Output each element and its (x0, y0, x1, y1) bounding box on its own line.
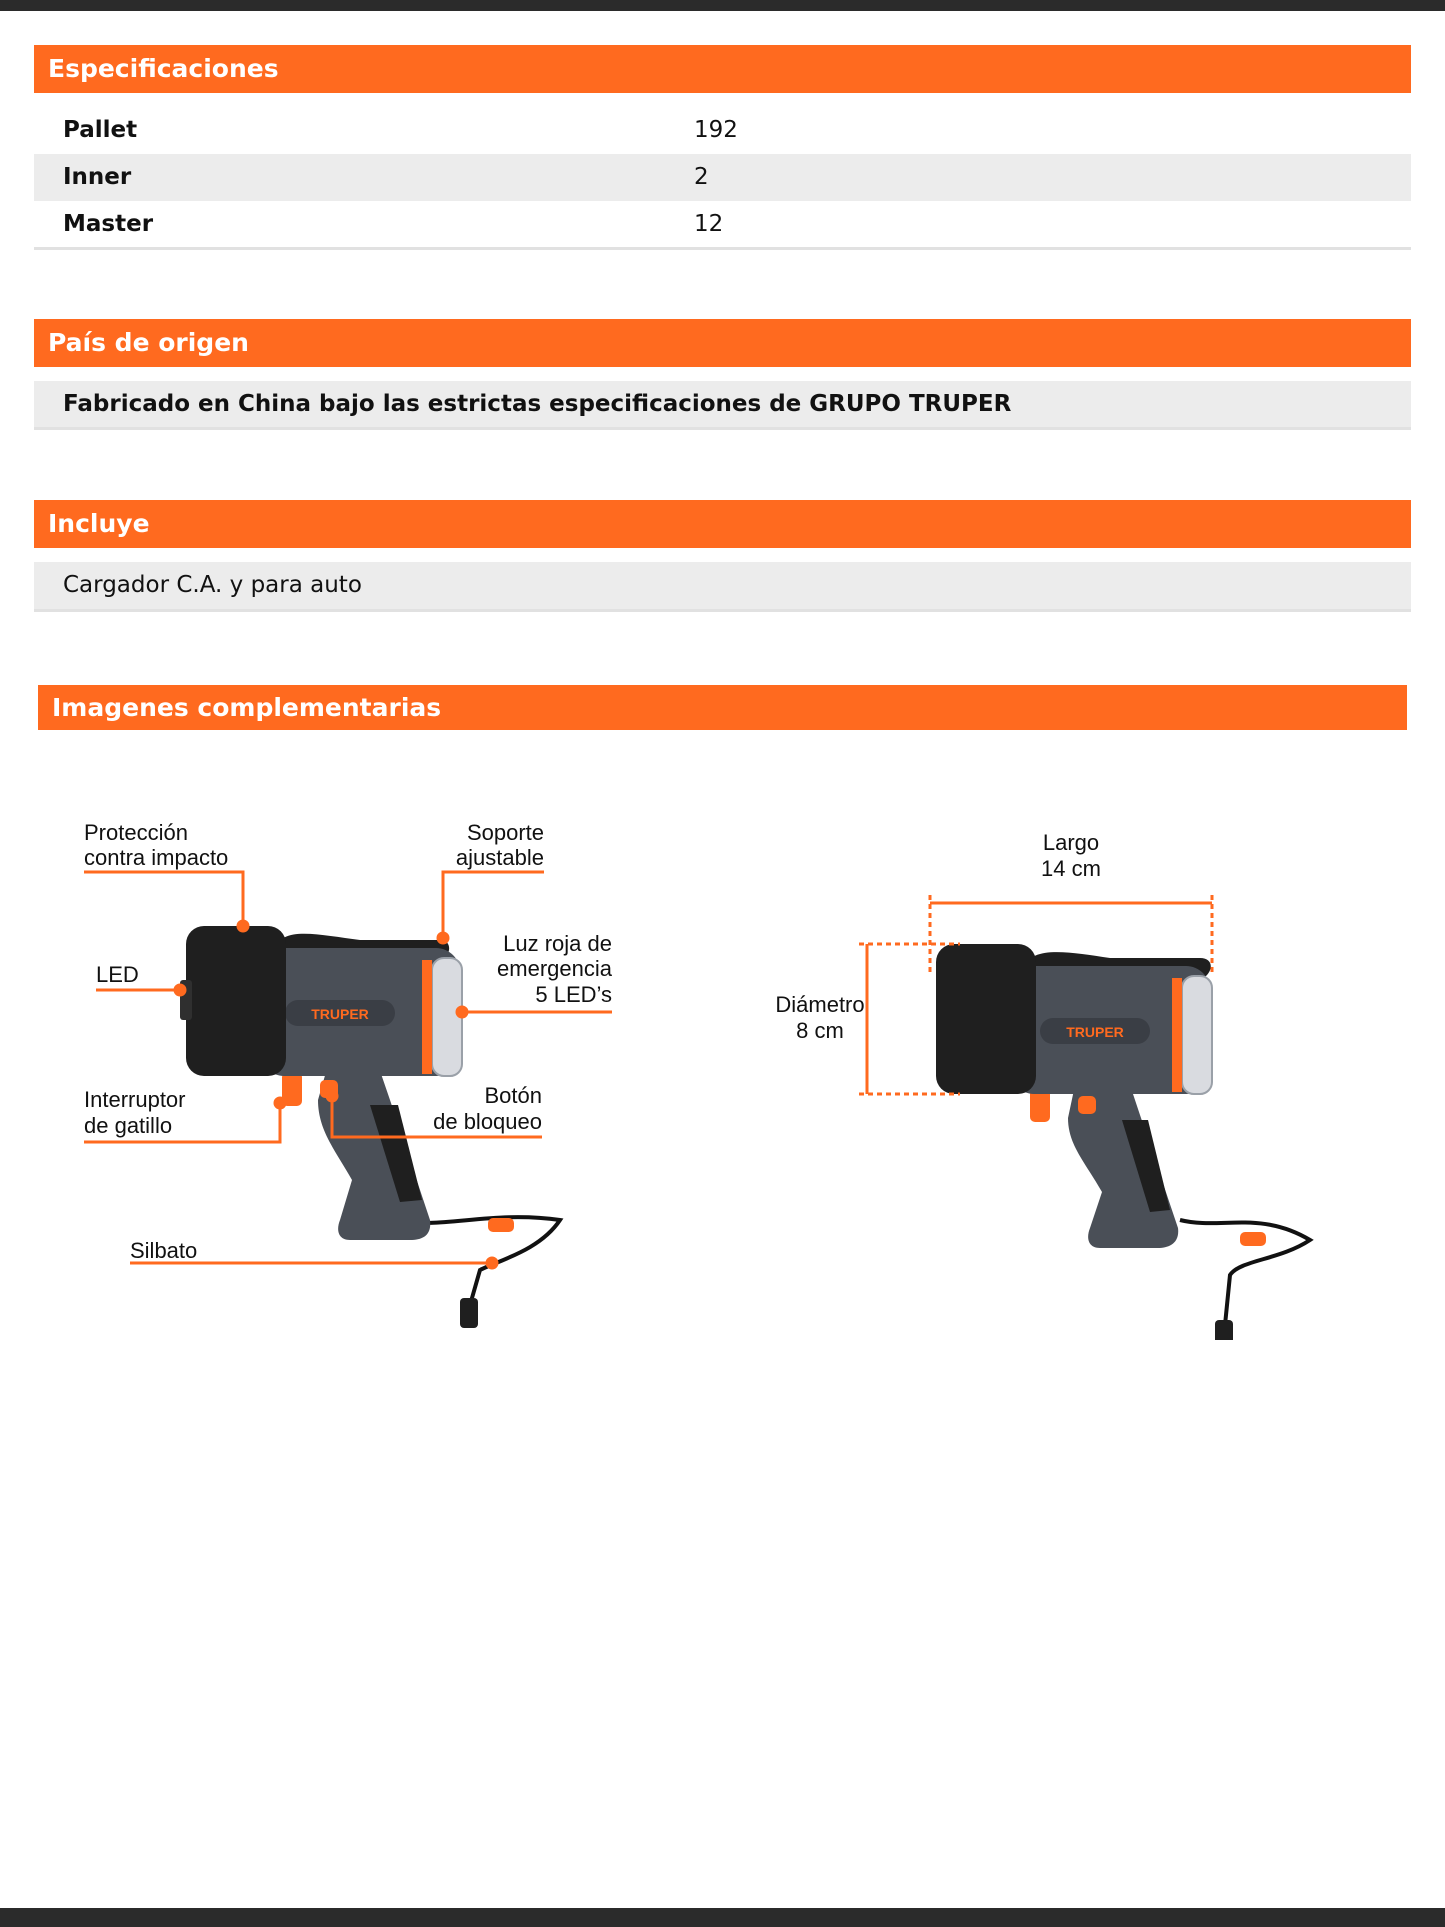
origen-text: Fabricado en China bajo las estrictas especificaciones de GRUPO TRUPER (63, 391, 1012, 417)
origen-header: País de origen (34, 319, 1411, 367)
flashlight-annotated-figure (60, 800, 640, 1340)
spec-row-inner (34, 154, 1411, 201)
incluye-header: Incluye (34, 500, 1411, 548)
bottom-bar (0, 1908, 1445, 1927)
divider (34, 247, 1411, 250)
incluye-text: Cargador C.A. y para auto (63, 572, 362, 598)
dimension-diametro-1: Diámetro (775, 992, 865, 1017)
imagenes-header: Imagenes complementarias (38, 685, 1407, 730)
divider (34, 427, 1411, 430)
top-bar (0, 0, 1445, 11)
callout-interruptor-1: Interruptor (84, 1087, 186, 1112)
spec-label: Pallet (63, 117, 138, 143)
divider (34, 609, 1411, 612)
callout-led: LED (96, 962, 139, 987)
spec-label: Inner (63, 164, 132, 190)
callout-luz-3: 5 LED’s (535, 982, 612, 1007)
especificaciones-header: Especificaciones (34, 45, 1411, 93)
callout-luz-2: emergencia (497, 956, 612, 981)
callout-soporte-1: Soporte (466, 820, 544, 845)
dimension-largo-2: 14 cm (1041, 856, 1101, 881)
dimension-largo-1: Largo (1042, 830, 1100, 855)
incluye-row (34, 562, 1411, 609)
callout-interruptor-2: de gatillo (84, 1113, 173, 1138)
brand-label: TRUPER (311, 1006, 369, 1022)
spec-value: 192 (694, 117, 738, 143)
callout-proteccion-2: contra impacto (84, 845, 229, 870)
callout-soporte-2: ajustable (455, 845, 544, 870)
brand-label: TRUPER (1066, 1024, 1124, 1040)
spec-value: 12 (694, 211, 724, 237)
spec-label: Master (63, 211, 154, 237)
callout-proteccion-1: Protección (84, 820, 188, 845)
callout-silbato: Silbato (130, 1238, 198, 1263)
origen-row (34, 381, 1411, 427)
callout-boton-2: de bloqueo (433, 1109, 542, 1134)
flashlight-illustration (936, 944, 1310, 1340)
spec-value: 2 (694, 164, 709, 190)
spec-row-pallet (34, 107, 1411, 154)
flashlight-dimensions-figure (760, 800, 1340, 1340)
spec-row-master (34, 201, 1411, 248)
callout-luz-1: Luz roja de (503, 931, 612, 956)
dimension-diametro-2: 8 cm (796, 1018, 844, 1043)
callout-boton-1: Botón (484, 1083, 542, 1108)
